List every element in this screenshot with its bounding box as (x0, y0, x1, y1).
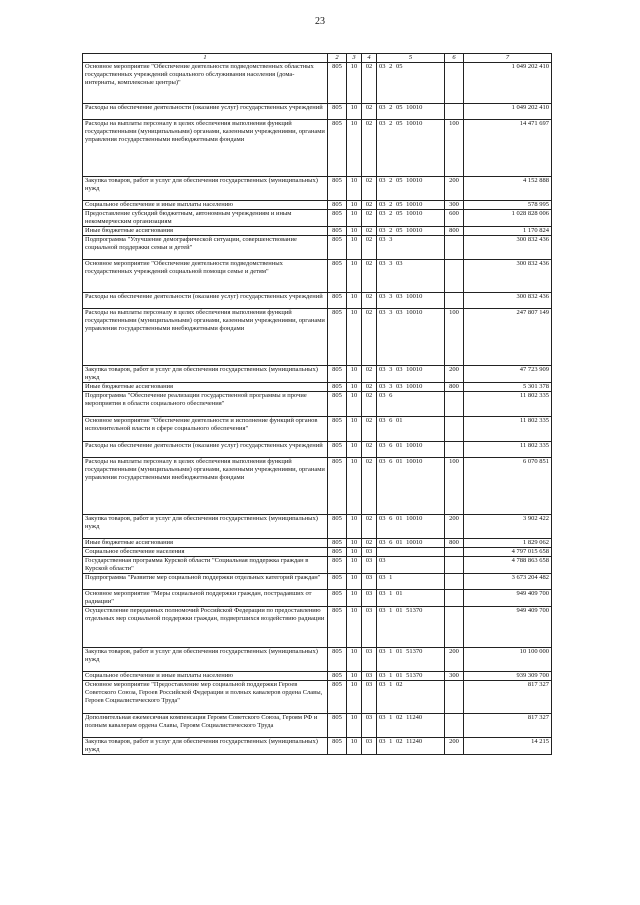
row-section: 10 (347, 648, 362, 672)
row-name: Расходы на выплаты персоналу в целях обеспечения выполнения функций государственными (муниципальными) органами, казенными учреждениями, органами управления государственными внебюджетными фондами (83, 120, 328, 177)
row-grbs: 805 (328, 681, 347, 714)
table-body (83, 63, 552, 755)
row-name: Закупка товаров, работ и услуг для обеспечения государственных (муниципальных) нужд (83, 738, 328, 755)
row-section: 10 (347, 515, 362, 539)
row-target-code: 03 3 03 10010 (377, 383, 445, 392)
row-grbs: 805 (328, 515, 347, 539)
table-row (83, 120, 552, 177)
row-name: Подпрограмма "Обеспечение реализации государственной программы и прочие мероприятия в области социального обеспечения" (83, 392, 328, 417)
row-target-code: 03 2 05 10010 (377, 210, 445, 227)
row-amount: 11 802 335 (464, 392, 552, 417)
row-grbs: 805 (328, 417, 347, 442)
row-grbs: 805 (328, 104, 347, 120)
row-section: 10 (347, 548, 362, 557)
table-row (83, 672, 552, 681)
row-expense-type (445, 293, 464, 309)
row-target-code: 03 (377, 557, 445, 574)
row-target-code: 03 1 01 (377, 590, 445, 607)
row-target-code: 03 2 05 10010 (377, 104, 445, 120)
row-name: Предоставление субсидий бюджетным, автономным учреждениям и иным некоммерческим организациям (83, 210, 328, 227)
row-target-code: 03 1 01 51370 (377, 648, 445, 672)
row-amount: 14 471 697 (464, 120, 552, 177)
row-amount: 817 327 (464, 681, 552, 714)
row-name: Закупка товаров, работ и услуг для обеспечения государственных (муниципальных) нужд (83, 366, 328, 383)
row-subsection: 02 (362, 104, 377, 120)
row-section: 10 (347, 590, 362, 607)
row-name: Социальное обеспечение и иные выплаты населению (83, 201, 328, 210)
row-name: Основное мероприятие "Меры социальной поддержки граждан, пострадавших от радиации" (83, 590, 328, 607)
row-target-code: 03 1 02 11240 (377, 738, 445, 755)
row-expense-type (445, 392, 464, 417)
row-target-code: 03 6 01 (377, 417, 445, 442)
row-subsection: 02 (362, 366, 377, 383)
row-section: 10 (347, 260, 362, 293)
row-section: 10 (347, 539, 362, 548)
row-subsection: 02 (362, 417, 377, 442)
row-amount: 3 673 204 482 (464, 574, 552, 590)
row-grbs: 805 (328, 309, 347, 366)
row-grbs: 805 (328, 227, 347, 236)
row-target-code: 03 2 05 10010 (377, 177, 445, 201)
row-amount: 1 829 062 (464, 539, 552, 548)
row-amount: 300 832 436 (464, 260, 552, 293)
row-name: Государственная программа Курской области "Социальная поддержка граждан в Курской области" (83, 557, 328, 574)
row-amount: 47 723 909 (464, 366, 552, 383)
row-subsection: 02 (362, 392, 377, 417)
row-expense-type (445, 104, 464, 120)
row-section: 10 (347, 201, 362, 210)
row-expense-type (445, 557, 464, 574)
row-section: 10 (347, 383, 362, 392)
row-subsection: 03 (362, 714, 377, 738)
row-grbs: 805 (328, 590, 347, 607)
column-header: 6 (445, 54, 464, 63)
row-section: 10 (347, 557, 362, 574)
row-amount: 11 802 335 (464, 442, 552, 458)
row-target-code: 03 2 05 10010 (377, 201, 445, 210)
row-target-code (377, 548, 445, 557)
table-row (83, 309, 552, 366)
row-subsection: 02 (362, 293, 377, 309)
row-subsection: 02 (362, 383, 377, 392)
table-row (83, 210, 552, 227)
row-section: 10 (347, 392, 362, 417)
row-section: 10 (347, 574, 362, 590)
row-amount: 817 327 (464, 714, 552, 738)
row-section: 10 (347, 236, 362, 260)
table-row (83, 417, 552, 442)
row-name: Иные бюджетные ассигнования (83, 227, 328, 236)
table-row (83, 714, 552, 738)
row-name: Иные бюджетные ассигнования (83, 539, 328, 548)
row-grbs: 805 (328, 63, 347, 104)
row-expense-type: 200 (445, 648, 464, 672)
row-name: Иные бюджетные ассигнования (83, 383, 328, 392)
row-target-code: 03 6 01 10010 (377, 442, 445, 458)
row-expense-type (445, 548, 464, 557)
table-row (83, 548, 552, 557)
row-target-code: 03 3 03 10010 (377, 293, 445, 309)
table-row (83, 383, 552, 392)
row-amount: 1 049 202 410 (464, 104, 552, 120)
row-subsection: 03 (362, 557, 377, 574)
row-amount: 949 409 700 (464, 607, 552, 648)
row-expense-type: 600 (445, 210, 464, 227)
table-row (83, 574, 552, 590)
row-amount: 10 100 000 (464, 648, 552, 672)
row-section: 10 (347, 672, 362, 681)
row-target-code: 03 3 (377, 236, 445, 260)
row-amount: 5 301 378 (464, 383, 552, 392)
row-expense-type: 800 (445, 227, 464, 236)
row-grbs: 805 (328, 120, 347, 177)
row-expense-type: 800 (445, 539, 464, 548)
table-row (83, 392, 552, 417)
table-row (83, 177, 552, 201)
row-subsection: 02 (362, 442, 377, 458)
row-expense-type: 300 (445, 672, 464, 681)
row-name: Расходы на обеспечение деятельности (оказание услуг) государственных учреждений (83, 442, 328, 458)
row-section: 10 (347, 293, 362, 309)
row-grbs: 805 (328, 738, 347, 755)
row-section: 10 (347, 309, 362, 366)
row-subsection: 02 (362, 177, 377, 201)
row-section: 10 (347, 227, 362, 236)
row-expense-type (445, 590, 464, 607)
row-amount: 300 832 436 (464, 236, 552, 260)
row-target-code: 03 3 03 10010 (377, 309, 445, 366)
row-grbs: 805 (328, 648, 347, 672)
row-name: Закупка товаров, работ и услуг для обеспечения государственных (муниципальных) нужд (83, 177, 328, 201)
row-expense-type (445, 681, 464, 714)
row-expense-type: 200 (445, 515, 464, 539)
table-row (83, 681, 552, 714)
row-target-code: 03 1 (377, 574, 445, 590)
table-row (83, 227, 552, 236)
row-target-code: 03 6 01 10010 (377, 458, 445, 515)
row-section: 10 (347, 104, 362, 120)
row-grbs: 805 (328, 607, 347, 648)
column-header: 1 (83, 54, 328, 63)
table-row (83, 442, 552, 458)
row-section: 10 (347, 714, 362, 738)
table-row (83, 607, 552, 648)
table-header-row (83, 54, 552, 63)
row-amount: 3 902 422 (464, 515, 552, 539)
row-expense-type (445, 260, 464, 293)
row-name: Основное мероприятие "Обеспечение деятельности подведомственных государственных учреждений социальной помощи семье и детям" (83, 260, 328, 293)
row-amount: 247 807 149 (464, 309, 552, 366)
row-target-code: 03 1 02 (377, 681, 445, 714)
row-target-code: 03 3 03 (377, 260, 445, 293)
row-expense-type: 200 (445, 366, 464, 383)
table-row (83, 104, 552, 120)
row-grbs: 805 (328, 442, 347, 458)
row-expense-type (445, 63, 464, 104)
row-name: Социальное обеспечение и иные выплаты населению (83, 672, 328, 681)
row-section: 10 (347, 177, 362, 201)
row-name: Основное мероприятие "Обеспечение деятельности и исполнение функций органов исполнительной власти в сфере социального обеспечения" (83, 417, 328, 442)
row-grbs: 805 (328, 392, 347, 417)
row-expense-type: 100 (445, 458, 464, 515)
row-name: Закупка товаров, работ и услуг для обеспечения государственных (муниципальных) нужд (83, 648, 328, 672)
row-target-code: 03 6 01 10010 (377, 515, 445, 539)
row-amount: 949 409 700 (464, 590, 552, 607)
row-amount: 4 797 015 658 (464, 548, 552, 557)
row-subsection: 03 (362, 548, 377, 557)
row-expense-type (445, 236, 464, 260)
row-subsection: 02 (362, 260, 377, 293)
row-subsection: 03 (362, 738, 377, 755)
row-target-code: 03 2 05 10010 (377, 227, 445, 236)
row-subsection: 02 (362, 458, 377, 515)
row-expense-type (445, 607, 464, 648)
table-row (83, 590, 552, 607)
table-row (83, 458, 552, 515)
row-name: Расходы на обеспечение деятельности (оказание услуг) государственных учреждений (83, 104, 328, 120)
row-grbs: 805 (328, 557, 347, 574)
row-grbs: 805 (328, 548, 347, 557)
row-expense-type: 300 (445, 201, 464, 210)
row-subsection: 02 (362, 120, 377, 177)
row-name: Осуществление переданных полномочий Российской Федерации по предоставлению отдельных мер социальной поддержки граждан, подвергшихся воздействию радиации (83, 607, 328, 648)
row-amount: 939 309 700 (464, 672, 552, 681)
row-section: 10 (347, 458, 362, 515)
row-section: 10 (347, 607, 362, 648)
row-grbs: 805 (328, 366, 347, 383)
row-target-code: 03 3 03 10010 (377, 366, 445, 383)
row-name: Расходы на обеспечение деятельности (оказание услуг) государственных учреждений (83, 293, 328, 309)
row-name: Основное мероприятие "Обеспечение деятельности подведомственных областных государственных учреждений социального обслуживания населения (дома-интернаты, комплексные центры)" (83, 63, 328, 104)
table-row (83, 236, 552, 260)
column-header: 4 (362, 54, 377, 63)
table-row (83, 648, 552, 672)
row-name: Закупка товаров, работ и услуг для обеспечения государственных (муниципальных) нужд (83, 515, 328, 539)
row-target-code: 03 2 05 10010 (377, 120, 445, 177)
row-subsection: 03 (362, 672, 377, 681)
row-expense-type: 800 (445, 383, 464, 392)
row-grbs: 805 (328, 574, 347, 590)
row-grbs: 805 (328, 714, 347, 738)
row-grbs: 805 (328, 236, 347, 260)
row-grbs: 805 (328, 201, 347, 210)
row-grbs: 805 (328, 210, 347, 227)
table-row (83, 738, 552, 755)
row-name: Расходы на выплаты персоналу в целях обеспечения выполнения функций государственными (муниципальными) органами, казенными учреждениями, органами управления государственными внебюджетными фондами (83, 309, 328, 366)
row-name: Дополнительная ежемесячная компенсация Героям Советского Союза, Героям РФ и полным кавалерам ордена Славы, Героям Социалистического Труда (83, 714, 328, 738)
column-header: 7 (464, 54, 552, 63)
row-subsection: 02 (362, 63, 377, 104)
row-expense-type: 100 (445, 120, 464, 177)
row-grbs: 805 (328, 539, 347, 548)
row-name: Подпрограмма "Улучшение демографической ситуации, совершенствование социальной поддержки семьи и детей" (83, 236, 328, 260)
row-grbs: 805 (328, 177, 347, 201)
table-row (83, 293, 552, 309)
table-row (83, 515, 552, 539)
row-expense-type: 100 (445, 309, 464, 366)
row-expense-type (445, 714, 464, 738)
row-target-code: 03 1 01 51370 (377, 607, 445, 648)
row-subsection: 02 (362, 236, 377, 260)
row-section: 10 (347, 366, 362, 383)
row-amount: 300 832 436 (464, 293, 552, 309)
row-name: Расходы на выплаты персоналу в целях обеспечения выполнения функций государственными (муниципальными) органами, казенными учреждениями, органами управления государственными внебюджетными фондами (83, 458, 328, 515)
row-amount: 1 170 824 (464, 227, 552, 236)
row-expense-type: 200 (445, 738, 464, 755)
table-row (83, 201, 552, 210)
row-amount: 6 070 851 (464, 458, 552, 515)
table-row (83, 366, 552, 383)
row-subsection: 03 (362, 648, 377, 672)
row-subsection: 02 (362, 309, 377, 366)
column-header: 3 (347, 54, 362, 63)
row-amount: 1 028 828 006 (464, 210, 552, 227)
column-header: 5 (377, 54, 445, 63)
table-row (83, 539, 552, 548)
row-subsection: 03 (362, 590, 377, 607)
row-subsection: 02 (362, 201, 377, 210)
row-amount: 1 049 202 410 (464, 63, 552, 104)
row-name: Социальное обеспечение населения (83, 548, 328, 557)
row-subsection: 02 (362, 539, 377, 548)
row-grbs: 805 (328, 383, 347, 392)
table-row (83, 260, 552, 293)
row-section: 10 (347, 210, 362, 227)
row-section: 10 (347, 738, 362, 755)
row-section: 10 (347, 442, 362, 458)
row-subsection: 03 (362, 607, 377, 648)
row-target-code: 03 1 02 11240 (377, 714, 445, 738)
table-row (83, 557, 552, 574)
budget-table (82, 53, 552, 755)
row-section: 10 (347, 681, 362, 714)
row-subsection: 03 (362, 681, 377, 714)
table-row (83, 63, 552, 104)
row-amount: 11 802 335 (464, 417, 552, 442)
row-grbs: 805 (328, 260, 347, 293)
row-subsection: 02 (362, 515, 377, 539)
row-target-code: 03 6 01 10010 (377, 539, 445, 548)
row-target-code: 03 6 (377, 392, 445, 417)
row-subsection: 03 (362, 574, 377, 590)
column-header: 2 (328, 54, 347, 63)
row-amount: 14 215 (464, 738, 552, 755)
row-name: Подпрограмма "Развитие мер социальной поддержки отдельных категорий граждан" (83, 574, 328, 590)
row-target-code: 03 2 05 (377, 63, 445, 104)
row-expense-type: 200 (445, 177, 464, 201)
row-expense-type (445, 417, 464, 442)
row-target-code: 03 1 01 51370 (377, 672, 445, 681)
row-amount: 4 788 863 658 (464, 557, 552, 574)
row-amount: 4 152 888 (464, 177, 552, 201)
page-number: 23 (315, 16, 325, 27)
row-expense-type (445, 442, 464, 458)
row-grbs: 805 (328, 293, 347, 309)
row-grbs: 805 (328, 458, 347, 515)
row-section: 10 (347, 63, 362, 104)
row-subsection: 02 (362, 227, 377, 236)
row-section: 10 (347, 120, 362, 177)
row-grbs: 805 (328, 672, 347, 681)
row-amount: 578 995 (464, 201, 552, 210)
row-subsection: 02 (362, 210, 377, 227)
row-name: Основное мероприятие "Предоставление мер социальной поддержки Героев Советского Союза, Героев Российской Федерации и полных кавалеров ордена Славы, Героев Социалистического Труда" (83, 681, 328, 714)
row-section: 10 (347, 417, 362, 442)
row-expense-type (445, 574, 464, 590)
